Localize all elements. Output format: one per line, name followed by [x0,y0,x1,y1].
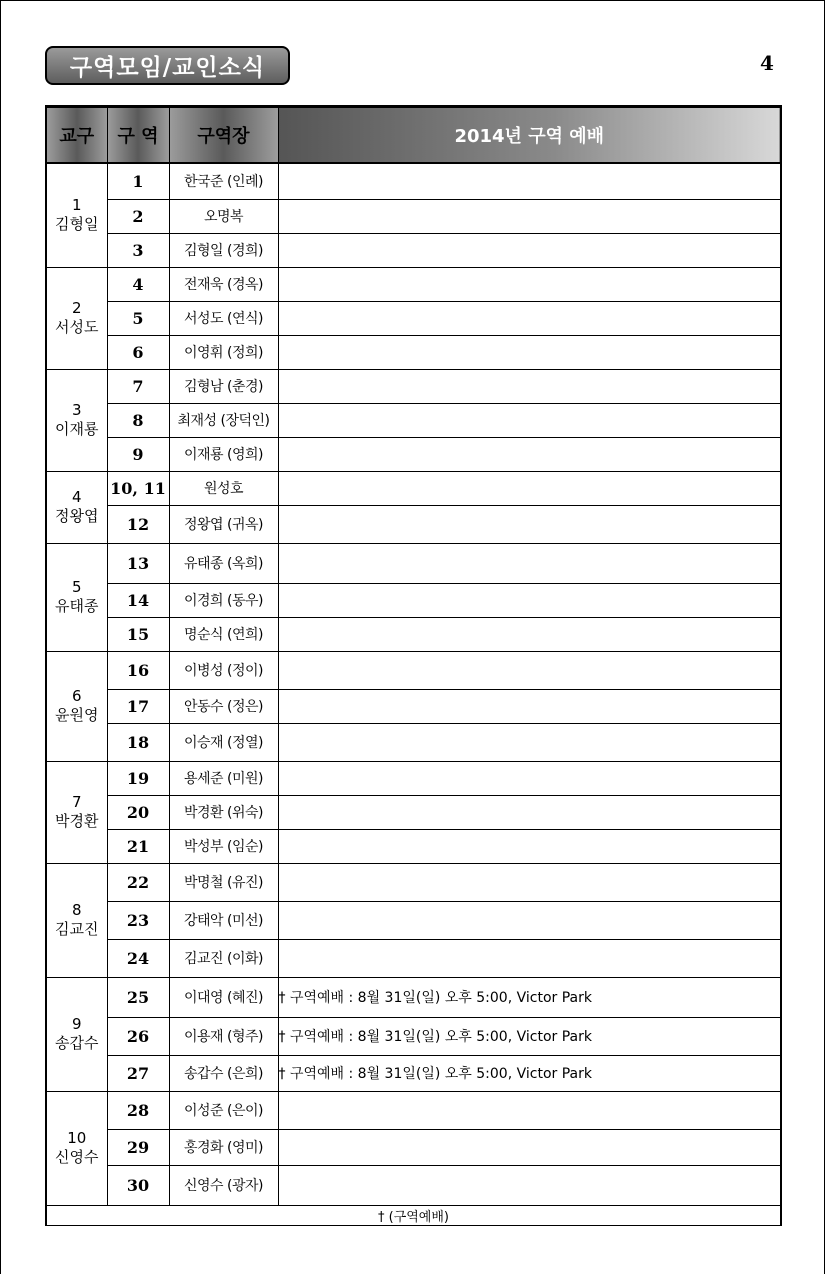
district-leader: 이영휘 (정희) [169,335,278,369]
parish-name: 윤원영 [55,706,99,724]
district-leader: 이경희 (동우) [169,583,278,617]
parish-number: 7 [71,793,82,811]
worship-note [278,583,781,617]
col-header-parish: 교구 [46,107,107,164]
district-worship-table [45,105,782,1226]
worship-note [278,199,781,233]
parish-cell [46,543,107,651]
worship-note [278,543,781,583]
district-number: 17 [107,689,169,723]
parish-name: 유태종 [55,597,99,615]
worship-note [278,505,781,543]
parish-name: 정왕엽 [55,507,99,525]
col-header-leader: 구역장 [169,107,278,164]
parish-cell [46,369,107,471]
parish-cell [46,863,107,977]
worship-note: † 구역예배 : 8월 31일(일) 오후 5:00, Victor Park [278,1055,781,1091]
worship-note [278,863,781,901]
parish-cell [46,977,107,1091]
table-row [46,863,781,901]
district-number: 1 [107,163,169,199]
table-row [46,267,781,301]
worship-note [278,689,781,723]
parish-number: 4 [71,488,82,506]
district-number: 30 [107,1165,169,1205]
parish-cell [46,163,107,267]
worship-note [278,901,781,939]
table-row [46,1017,781,1055]
table-row [46,901,781,939]
worship-note [278,795,781,829]
table-row [46,543,781,583]
parish-name: 김교진 [55,920,99,938]
district-number: 4 [107,267,169,301]
district-leader: 명순식 (연희) [169,617,278,651]
worship-note [278,163,781,199]
district-leader: 원성호 [169,471,278,505]
district-number: 3 [107,233,169,267]
district-number: 26 [107,1017,169,1055]
parish-number: 2 [71,299,82,317]
district-number: 7 [107,369,169,403]
worship-note [278,267,781,301]
district-leader: 박경환 (위숙) [169,795,278,829]
district-number: 28 [107,1091,169,1129]
district-leader: 김형일 (경희) [169,233,278,267]
worship-note [278,651,781,689]
district-number: 18 [107,723,169,761]
table-row [46,761,781,795]
worship-note [278,617,781,651]
district-number: 24 [107,939,169,977]
table-row [46,829,781,863]
district-leader: 신영수 (광자) [169,1165,278,1205]
district-number: 9 [107,437,169,471]
parish-number: 1 [71,196,82,215]
parish-name: 박경환 [55,812,99,830]
section-title: 구역모임/교인소식 [45,46,290,85]
district-number: 12 [107,505,169,543]
parish-number: 3 [71,401,82,419]
worship-note [278,1165,781,1205]
table-footnote: † (구역예배) [46,1205,781,1225]
worship-note [278,1129,781,1165]
table-row [46,471,781,505]
parish-number: 10 [67,1129,87,1147]
parish-number: 6 [71,687,82,705]
district-leader: 오명복 [169,199,278,233]
table-header-row [46,107,781,164]
district-leader: 용세준 (미원) [169,761,278,795]
table-row [46,1165,781,1205]
district-leader: 전재욱 (경옥) [169,267,278,301]
district-number: 16 [107,651,169,689]
table-row [46,199,781,233]
table-row [46,369,781,403]
parish-name: 김형일 [55,215,99,234]
col-header-worship: 2014년 구역 예배 [278,107,781,164]
district-leader: 김형남 (춘경) [169,369,278,403]
table-row [46,335,781,369]
district-leader: 이병성 (정이) [169,651,278,689]
table-row [46,233,781,267]
parish-number: 8 [71,901,82,919]
parish-number: 5 [71,578,82,596]
district-number: 21 [107,829,169,863]
district-number: 5 [107,301,169,335]
worship-note [278,301,781,335]
district-leader: 홍경화 (영미) [169,1129,278,1165]
table-row [46,939,781,977]
district-number: 15 [107,617,169,651]
table-row [46,301,781,335]
worship-note [278,761,781,795]
district-number: 6 [107,335,169,369]
district-number: 27 [107,1055,169,1091]
parish-cell [46,651,107,761]
table-row [46,689,781,723]
district-number: 13 [107,543,169,583]
worship-note [278,939,781,977]
parish-cell [46,267,107,369]
worship-note: † 구역예배 : 8월 31일(일) 오후 5:00, Victor Park [278,1017,781,1055]
col-header-district: 구 역 [107,107,169,164]
district-leader: 박성부 (임순) [169,829,278,863]
worship-note [278,403,781,437]
table-row [46,723,781,761]
district-leader: 안동수 (정은) [169,689,278,723]
district-leader: 이승재 (정열) [169,723,278,761]
parish-cell [46,761,107,863]
district-leader: 이대영 (혜진) [169,977,278,1017]
district-number: 8 [107,403,169,437]
table-row [46,437,781,471]
parish-name: 송갑수 [55,1034,99,1052]
district-number: 10, 11 [107,471,169,505]
district-number: 22 [107,863,169,901]
page-number: 4 [760,51,774,75]
table-row [46,1091,781,1129]
table-row [46,1055,781,1091]
worship-note [278,1091,781,1129]
district-leader: 송갑수 (은희) [169,1055,278,1091]
parish-name: 이재룡 [55,420,99,438]
worship-note: † 구역예배 : 8월 31일(일) 오후 5:00, Victor Park [278,977,781,1017]
table-row [46,403,781,437]
table-row [46,505,781,543]
district-number: 23 [107,901,169,939]
district-leader: 박명철 (유진) [169,863,278,901]
district-leader: 이성준 (은이) [169,1091,278,1129]
district-leader: 유태종 (옥희) [169,543,278,583]
district-leader: 최재성 (장덕인) [169,403,278,437]
worship-note [278,829,781,863]
district-leader: 강태악 (미선) [169,901,278,939]
worship-note [278,233,781,267]
district-number: 14 [107,583,169,617]
parish-name: 신영수 [55,1148,99,1166]
district-number: 25 [107,977,169,1017]
table-row [46,651,781,689]
worship-note [278,437,781,471]
district-leader: 김교진 (이화) [169,939,278,977]
parish-cell [46,1091,107,1205]
table-row [46,1129,781,1165]
district-number: 29 [107,1129,169,1165]
district-leader: 이재룡 (영희) [169,437,278,471]
table-row [46,977,781,1017]
parish-cell [46,471,107,543]
district-number: 19 [107,761,169,795]
worship-note [278,471,781,505]
table-row [46,163,781,199]
table-row [46,617,781,651]
district-leader: 정왕엽 (귀옥) [169,505,278,543]
table-row [46,583,781,617]
district-leader: 한국준 (인례) [169,163,278,199]
table-row [46,795,781,829]
parish-number: 9 [71,1015,82,1033]
district-leader: 이용재 (형주) [169,1017,278,1055]
district-number: 20 [107,795,169,829]
worship-note [278,335,781,369]
worship-note [278,369,781,403]
worship-note [278,723,781,761]
district-leader: 서성도 (연식) [169,301,278,335]
district-number: 2 [107,199,169,233]
parish-name: 서성도 [55,318,99,336]
